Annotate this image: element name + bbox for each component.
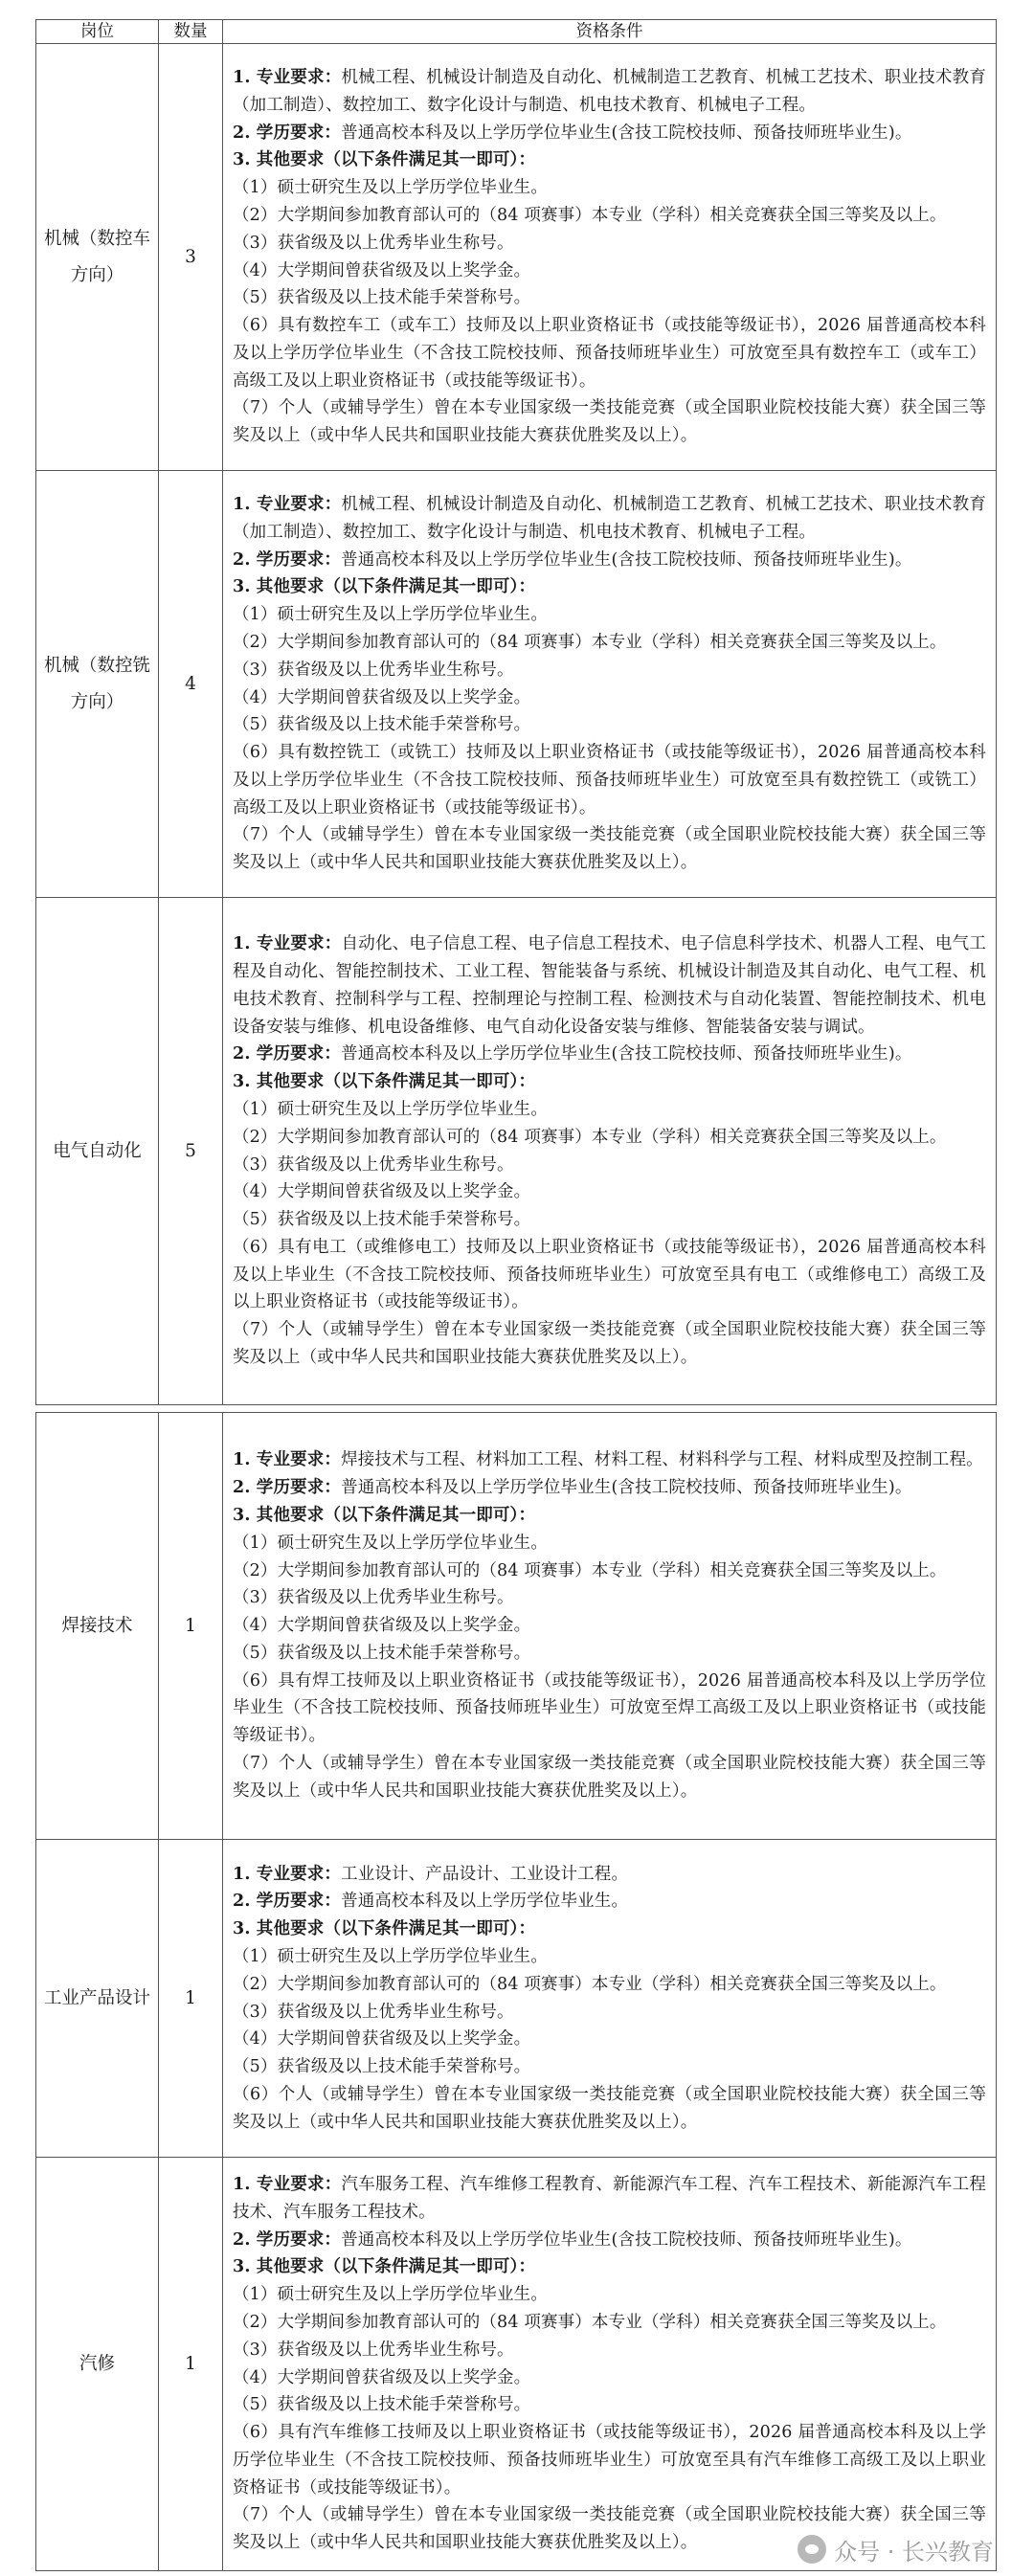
requirements-table-part-1 [35, 19, 997, 1405]
education-label: 2. 学历要求： [233, 549, 342, 570]
education-text: 普通高校本科及以上学历学位毕业生(含技工院校技师、预备技师班毕业生)。 [341, 1478, 912, 1498]
condition-item: （4）大学期间曾获省级及以上奖学金。 [233, 260, 531, 280]
watermark-text: 众号 · 长兴教育 [834, 2538, 994, 2565]
education-text: 普通高校本科及以上学历学位毕业生(含技工院校技师、预备技师班毕业生)。 [341, 123, 912, 143]
condition-item: （2）大学期间参加教育部认可的（84 项赛事）本专业（学科）相关竞赛获全国三等奖及以上。 [233, 1127, 947, 1147]
major-label: 1. 专业要求： [233, 67, 342, 87]
condition-item: （6）具有数控铣工（或铣工）技师及以上职业资格证书（或技能等级证书），2026 届普通高校本科及以上学历学位毕业生（不含技工院校技师、预备技师班毕业生）可放宽至具有数控铣工（或铣工）高级工及以上职业资格证书（或技能等级证书）。 [233, 743, 986, 818]
position-cell [36, 2158, 159, 2571]
condition-item: （4）大学期间曾获省级及以上奖学金。 [233, 2367, 531, 2387]
condition-item: （2）大学期间参加教育部认可的（84 项赛事）本专业（学科）相关竞赛获全国三等奖及以上。 [233, 632, 947, 652]
wechat-icon [798, 2535, 826, 2564]
major-requirement [233, 64, 986, 120]
position-cell [36, 1413, 159, 1840]
header-position: 岗位 [36, 20, 159, 44]
condition-item: （5）获省级及以上技术能手荣誉称号。 [233, 1210, 531, 1230]
condition-item: （2）大学期间参加教育部认可的（84 项赛事）本专业（学科）相关竞赛获全国三等奖及以上。 [233, 205, 947, 225]
requirements-cell [223, 1840, 997, 2158]
header-count: 数量 [159, 20, 223, 44]
condition-item: （5）获省级及以上技术能手荣誉称号。 [233, 2395, 531, 2415]
other-label: 3. 其他要求（以下条件满足其一即可）： [233, 150, 536, 170]
requirements-cell [223, 2158, 997, 2571]
education-label: 2. 学历要求： [233, 1478, 342, 1498]
major-text: 焊接技术与工程、材料加工工程、材料工程、材料科学与工程、材料成型及控制工程。 [341, 1450, 983, 1470]
count-cell [159, 1840, 223, 2158]
condition-item: （3）获省级及以上优秀毕业生称号。 [233, 1154, 514, 1175]
table-row [36, 44, 997, 471]
education-requirement [233, 547, 986, 574]
requirements-cell [223, 44, 997, 471]
major-text: 机械工程、机械设计制造及自动化、机械制造工艺教育、机械工艺技术、职业技术教育（加工制造）、数控加工、数字化设计与制造、机电技术教育、机械电子工程。 [233, 67, 986, 115]
condition-item: （6）具有数控车工（或车工）技师及以上职业资格证书（或技能等级证书），2026 届普通高校本科及以上学历学位毕业生（不含技工院校技师、预备技师班毕业生）可放宽至具有数控车工（或车工）高级工及以上职业资格证书（或技能等级证书）。 [233, 316, 986, 391]
condition-item: （2）大学期间参加教育部认可的（84 项赛事）本专业（学科）相关竞赛获全国三等奖及以上。 [233, 2312, 947, 2332]
education-requirement [233, 1474, 986, 1502]
other-label: 3. 其他要求（以下条件满足其一即可）： [233, 1072, 536, 1092]
condition-item: （1）硕士研究生及以上学历学位毕业生。 [233, 1099, 548, 1119]
table-row [36, 898, 997, 1405]
condition-item: （5）获省级及以上技术能手荣誉称号。 [233, 2057, 531, 2077]
position-count: 1 [185, 2354, 196, 2374]
education-text: 普通高校本科及以上学历学位毕业生(含技工院校技师、预备技师班毕业生)。 [341, 1044, 912, 1064]
condition-item: （3）获省级及以上优秀毕业生称号。 [233, 660, 514, 680]
other-requirements [233, 1068, 986, 1096]
education-text: 普通高校本科及以上学历学位毕业生。 [341, 1892, 629, 1912]
condition-item: （3）获省级及以上优秀毕业生称号。 [233, 2340, 514, 2360]
position-name: 汽修 [79, 2353, 115, 2374]
position-count: 5 [185, 1141, 196, 1161]
position-count: 3 [185, 247, 196, 267]
count-cell [159, 1413, 223, 1840]
condition-item: （2）大学期间参加教育部认可的（84 项赛事）本专业（学科）相关竞赛获全国三等奖及以上。 [233, 1974, 947, 1994]
requirements-cell [223, 471, 997, 898]
position-count: 1 [185, 1988, 196, 2008]
education-requirement [233, 1888, 986, 1915]
header-requirements: 资格条件 [223, 20, 997, 44]
major-label: 1. 专业要求： [233, 1864, 342, 1884]
other-label: 3. 其他要求（以下条件满足其一即可）： [233, 577, 536, 597]
condition-item: （4）大学期间曾获省级及以上奖学金。 [233, 687, 531, 707]
count-cell [159, 44, 223, 471]
position-name: 电气自动化 [53, 1140, 142, 1161]
major-requirement [233, 491, 986, 547]
count-cell [159, 898, 223, 1405]
condition-item: （6）具有电工（或维修电工）技师及以上职业资格证书（或技能等级证书），2026 届普通高校本科及以上毕业生（不含技工院校技师、预备技师班毕业生）可放宽至具有电工（或维修电工）高级工及以上职业资格证书（或技能等级证书）。 [233, 1237, 986, 1312]
major-requirement [233, 1446, 986, 1474]
education-label: 2. 学历要求： [233, 123, 342, 143]
condition-item: （2）大学期间参加教育部认可的（84 项赛事）本专业（学科）相关竞赛获全国三等奖及以上。 [233, 1560, 947, 1580]
major-text: 机械工程、机械设计制造及自动化、机械制造工艺教育、机械工艺技术、职业技术教育（加工制造）、数控加工、数字化设计与制造、机电技术教育、机械电子工程。 [233, 494, 986, 542]
position-name: 机械（数控车方向） [44, 228, 151, 285]
count-cell [159, 2158, 223, 2571]
major-label: 1. 专业要求： [233, 934, 342, 954]
other-requirements [233, 1502, 986, 1530]
condition-item: （3）获省级及以上优秀毕业生称号。 [233, 233, 514, 253]
condition-item: （1）硕士研究生及以上学历学位毕业生。 [233, 178, 548, 198]
condition-item: （6）具有汽车维修工技师及以上职业资格证书（或技能等级证书），2026 届普通高校本科及以上学历学位毕业生（不含技工院校技师、预备技师班毕业生）可放宽至具有汽车维修工高级工及以上职业资格证书（或技能等级证书）。 [233, 2423, 986, 2498]
major-label: 1. 专业要求： [233, 1450, 342, 1470]
other-label: 3. 其他要求（以下条件满足其一即可）： [233, 2257, 536, 2277]
condition-item: （6）具有焊工技师及以上职业资格证书（或技能等级证书），2026 届普通高校本科及以上学历学位毕业生（不含技工院校技师、预备技师班毕业生）可放宽至焊工高级工及以上职业资格证书（或技能等级证书）。 [233, 1670, 986, 1746]
table-header-row [36, 20, 997, 44]
position-cell [36, 471, 159, 898]
condition-item: （5）获省级及以上技术能手荣誉称号。 [233, 715, 531, 735]
condition-item: （3）获省级及以上优秀毕业生称号。 [233, 2002, 514, 2022]
condition-item: （4）大学期间曾获省级及以上奖学金。 [233, 1616, 531, 1636]
position-cell [36, 1840, 159, 2158]
condition-item: （5）获省级及以上技术能手荣誉称号。 [233, 288, 531, 308]
requirements-cell [223, 898, 997, 1405]
education-label: 2. 学历要求： [233, 1044, 342, 1064]
condition-item: （7）个人（或辅导学生）曾在本专业国家级一类技能竞赛（或全国职业院校技能大赛）获全国三等奖及以上（或中华人民共和国职业技能大赛获优胜奖及以上）。 [233, 1320, 986, 1368]
education-label: 2. 学历要求： [233, 1892, 342, 1912]
position-count: 4 [185, 674, 196, 694]
condition-item: （1）硕士研究生及以上学历学位毕业生。 [233, 2285, 548, 2305]
table-row [36, 471, 997, 898]
major-requirement [233, 2171, 986, 2227]
major-label: 1. 专业要求： [233, 2174, 342, 2194]
condition-item: （4）大学期间曾获省级及以上奖学金。 [233, 1182, 531, 1202]
major-requirement [233, 930, 986, 1041]
major-text: 工业设计、产品设计、工业设计工程。 [341, 1864, 629, 1884]
education-requirement [233, 1041, 986, 1068]
position-cell [36, 898, 159, 1405]
requirements-cell [223, 1413, 997, 1840]
major-requirement [233, 1861, 986, 1889]
table-row [36, 1413, 997, 1840]
education-label: 2. 学历要求： [233, 2229, 342, 2250]
major-text: 自动化、电子信息工程、电子信息工程技术、电子信息科学技术、机器人工程、电气工程及自动化、智能控制技术、工业工程、智能装备与系统、机械设计制造及其自动化、电气工程、机电技术教育、控制科学与工程、控制理论与控制工程、检测技术与自动化装置、智能控制技术、机电设备安装与维修、机电设备维修、电气自动化设备安装与维修、智能装备安装与调试。 [233, 934, 986, 1037]
major-text: 汽车服务工程、汽车维修工程教育、新能源汽车工程、汽车工程技术、新能源汽车工程技术、汽车服务工程技术。 [233, 2174, 986, 2222]
position-name: 机械（数控铣方向） [44, 655, 151, 712]
condition-item: （7）个人（或辅导学生）曾在本专业国家级一类技能竞赛（或全国职业院校技能大赛）获全国三等奖及以上（或中华人民共和国职业技能大赛获优胜奖及以上）。 [233, 825, 986, 873]
condition-item: （3）获省级及以上优秀毕业生称号。 [233, 1588, 514, 1608]
condition-item: （6）个人（或辅导学生）曾在本专业国家级一类技能竞赛（或全国职业院校技能大赛）获全国三等奖及以上（或中华人民共和国职业技能大赛获优胜奖及以上）。 [233, 2084, 986, 2132]
position-cell [36, 44, 159, 471]
watermark [798, 2532, 994, 2566]
condition-item: （1）硕士研究生及以上学历学位毕业生。 [233, 1946, 548, 1966]
condition-item: （5）获省级及以上技术能手荣誉称号。 [233, 1643, 531, 1663]
condition-item: （1）硕士研究生及以上学历学位毕业生。 [233, 605, 548, 625]
education-text: 普通高校本科及以上学历学位毕业生(含技工院校技师、预备技师班毕业生)。 [341, 2229, 912, 2250]
other-requirements [233, 2253, 986, 2281]
position-name: 工业产品设计 [44, 1987, 151, 2008]
count-cell [159, 471, 223, 898]
table-row [36, 2158, 997, 2571]
requirements-table-part-2 [35, 1412, 997, 2571]
major-label: 1. 专业要求： [233, 494, 342, 514]
condition-item: （1）硕士研究生及以上学历学位毕业生。 [233, 1533, 548, 1553]
condition-item: （7）个人（或辅导学生）曾在本专业国家级一类技能竞赛（或全国职业院校技能大赛）获全国三等奖及以上（或中华人民共和国职业技能大赛获优胜奖及以上）。 [233, 398, 986, 446]
other-requirements [233, 573, 986, 601]
other-requirements [233, 1915, 986, 1943]
table-row [36, 1840, 997, 2158]
other-requirements [233, 146, 986, 174]
other-label: 3. 其他要求（以下条件满足其一即可）： [233, 1919, 536, 1939]
education-text: 普通高校本科及以上学历学位毕业生(含技工院校技师、预备技师班毕业生)。 [341, 549, 912, 570]
education-requirement [233, 2227, 986, 2254]
position-name: 焊接技术 [61, 1615, 133, 1636]
condition-item: （4）大学期间曾获省级及以上奖学金。 [233, 2029, 531, 2050]
education-requirement [233, 120, 986, 147]
condition-item: （7）个人（或辅导学生）曾在本专业国家级一类技能竞赛（或全国职业院校技能大赛）获全国三等奖及以上（或中华人民共和国职业技能大赛获优胜奖及以上）。 [233, 1754, 986, 1801]
position-count: 1 [185, 1616, 196, 1636]
other-label: 3. 其他要求（以下条件满足其一即可）： [233, 1505, 536, 1525]
condition-item: （7）个人（或辅导学生）曾在本专业国家级一类技能竞赛（或全国职业院校技能大赛）获全国三等奖及以上（或中华人民共和国职业技能大赛获优胜奖及以上）。 [233, 2505, 986, 2553]
